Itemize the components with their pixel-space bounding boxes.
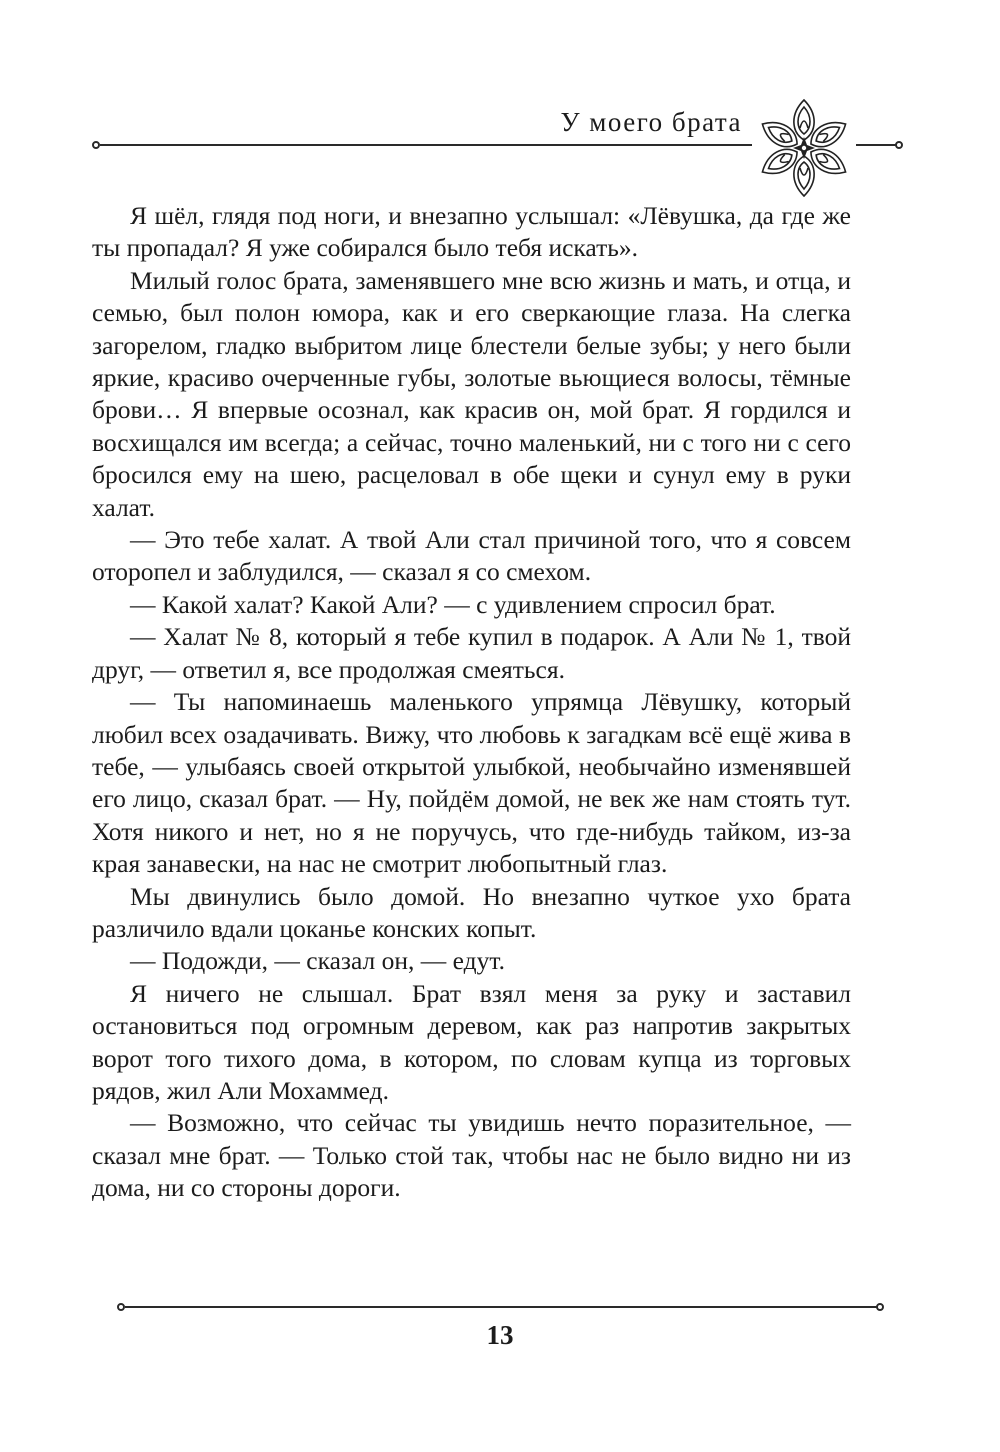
paragraph: — Подожди, — сказал он, — едут. [130,946,505,976]
paragraph: Я ничего не слышал. Брат взял меня за руку и заставил остановиться под огромным деревом, как раз напротив закрытых ворот того тихого дома, в котором, по словам купца из торговых рядов, жил Али Мохаммед. [92,978,851,1105]
header-rule [100,144,752,146]
paragraph: Милый голос брата, заменявшего мне всю жизнь и мать, и отца, и семью, был полон юмора, как и его сверкающие глаза. На слегка загорелом, гладко выбритом лице блестели белые зубы; у него были яркие, красиво очерченные губы, золотые вьющиеся волосы, тёмные брови… Я впервые осознал, как красив он, мой брат. Я гордился и восхищался им всегда; а сейчас, точно маленький, ни с того ни с сего бросился ему на шею, расцеловал в обе щеки и сунул ему в руки халат. [92,265,851,522]
paragraph: — Возможно, что сейчас ты увидишь нечто поразительное, — сказал мне брат. — Только стой так, чтобы нас не было видно ни из дома, ни со стороны дороги. [92,1108,851,1203]
header-rule-right [856,144,896,146]
running-title: У моего брата [560,107,742,137]
footer-rule-right-dot [876,1303,884,1311]
paragraph: — Ты напоминаешь маленького упрямца Лёвушку, который любил всех озадачивать. Вижу, что любовь к загадкам всё ещё жива в тебе, — улыбаясь своей открытой улыбкой, необычайно изменявшей его лицо, сказал брат. — Ну, пойдём домой, не век же нам стоять тут. Хотя никого и нет, но я не поручусь, что где-нибудь тайком, из-за края занавески, на нас не смотрит любопытный глаз. [92,687,851,879]
footer-rule-left-dot [117,1303,125,1311]
page-number: 13 [486,1320,514,1350]
header-rule-left-dot [92,141,100,149]
paragraph: — Халат № 8, который я тебе купил в подарок. А Али № 1, твой друг, — ответил я, все продолжая смеяться. [92,622,851,684]
lotus-mandala-icon [752,96,856,200]
paragraph: Мы двинулись было домой. Но внезапно чуткое ухо брата различило вдали цоканье конских копыт. [92,881,851,943]
paragraph: — Это тебе халат. А твой Али стал причиной того, что я совсем оторопел и заблудился, — сказал я со смехом. [92,525,851,587]
body-text [92,200,851,1205]
header-rule-right-dot [895,141,903,149]
paragraph: Я шёл, глядя под ноги, и внезапно услышал: «Лёвушка, да где же ты пропадал? Я уже собирался было тебя искать». [92,201,851,263]
footer-rule [125,1306,877,1308]
paragraph: — Какой халат? Какой Али? — с удивлением спросил брат. [130,589,776,619]
